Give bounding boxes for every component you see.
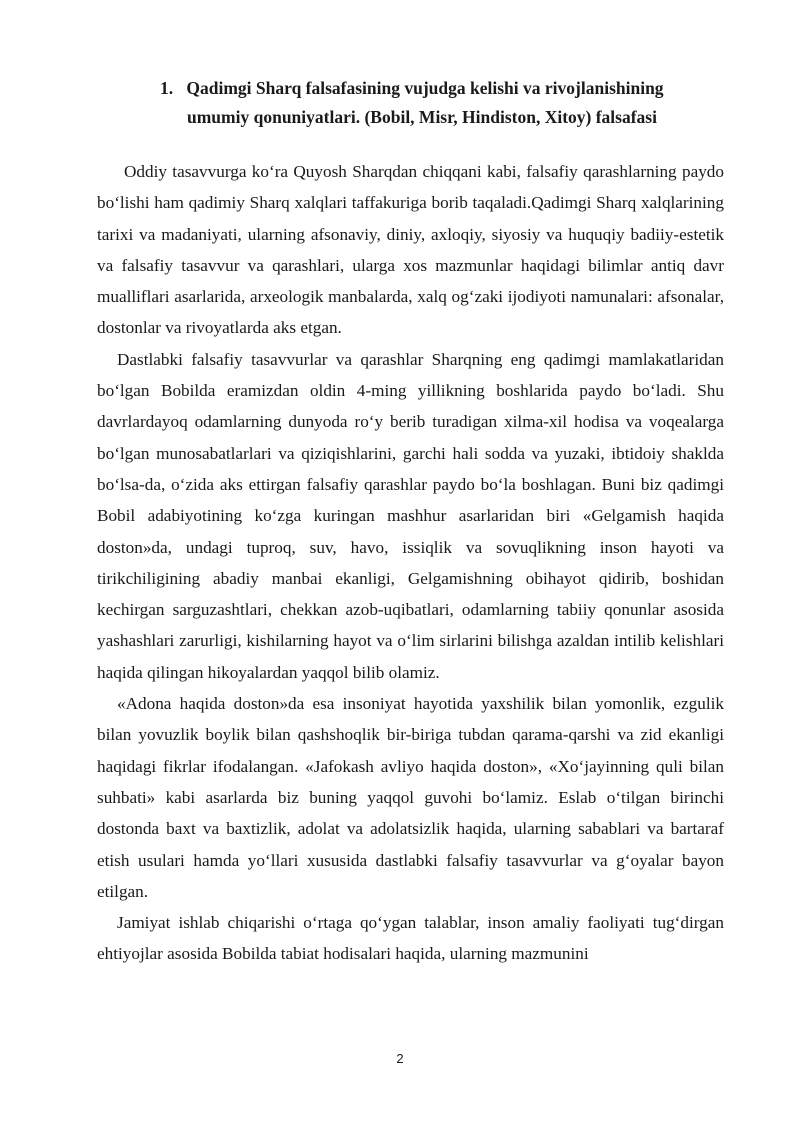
heading-line-2: umumiy qonuniyatlari. (Bobil, Misr, Hindiston, Xitoy) falsafasi	[187, 107, 657, 127]
paragraph-1: Oddiy tasavvurga koʻra Quyosh Sharqdan chiqqani kabi, falsafiy qarashlarning paydo boʻlishi ham qadimiy Sharq xalqlari taffakuriga borib taqaladi.Qadimgi Sharq xalqlarining tarixi va madaniyati, ularning afsonaviy, diniy, axloqiy, siyosiy va huquqiy badiiy-estetik va falsafiy tasavvur va qarashlari, ularga xos mazmunlar haqidagi bilimlar antiq davr mualliflari asarlarida, arxeologik manbalarda, xalq ogʻzaki ijodiyoti namunalari: afsonalar, dostonlar va rivoyatlarda aks etgan.	[97, 162, 724, 338]
section-heading	[160, 74, 720, 132]
body-text	[97, 156, 724, 970]
paragraph-3: «Adona haqida doston»da esa insoniyat hayotida yaxshilik bilan yomonlik, ezgulik bilan yovuzlik boylik bilan qashshoqlik bir-biriga tubdan qarama-qarshi va zid ekanligi haqidagi fikrlar ifodalangan. «Jafokash avliyo haqida doston», «Xoʻjayinning quli bilan suhbati» kabi asarlarda biz buning yaqqol guvohi boʻlamiz. Eslab oʻtilgan birinchi dostonda baxt va baxtizlik, adolat va adolatsizlik haqida, ularning sabablari va bartaraf etish usulari hamda yoʻllari xususida dastlabki falsafiy tasavvurlar va gʻoyalar bayon etilgan.	[97, 694, 724, 901]
page-number: 2	[396, 1051, 404, 1066]
heading-line-1: Qadimgi Sharq falsafasining vujudga kelishi va rivojlanishining	[186, 78, 664, 98]
paragraph-4: Jamiyat ishlab chiqarishi oʻrtaga qoʻygan talablar, inson amaliy faoliyati tugʻdirgan ehtiyojlar asosida Bobilda tabiat hodisalari haqida, ularning mazmunini	[97, 913, 724, 964]
paragraph-2: Dastlabki falsafiy tasavvurlar va qarashlar Sharqning eng qadimgi mamlakatlaridan boʻlgan Bobilda eramizdan oldin 4-ming yillikning boshlarida paydo boʻladi. Shu davrlardayoq odamlarning dunyoda roʻy berib turadigan xilma-xil hodisa va voqealarga boʻlgan munosabatlarlari va qiziqishlarini, garchi hali sodda va yuzaki, ibtidoiy shaklda boʻlsa-da, oʻzida aks ettirgan falsafiy qarashlar paydo boʻla boshlagan. Buni biz qadimgi Bobil adabiyotining koʻzga kuringan mashhur asarlaridan biri «Gelgamish haqida doston»da, undagi tuproq, suv, havo, issiqlik va sovuqlikning inson hayoti va tirikchiligining abadiy manbai ekanligi, Gelgamishning obihayot qidirib, boshidan kechirgan sarguzashtlari, chekkan azob-uqibatlari, odamlarning tabiiy qonunlar asosida yashashlari zarurligi, kishilarning hayot va oʻlim sirlarini bilishga azaldan intilib kelishlari haqida qilingan hikoyalardan yaqqol bilib olamiz.	[97, 349, 724, 682]
heading-number: 1.	[160, 78, 174, 98]
